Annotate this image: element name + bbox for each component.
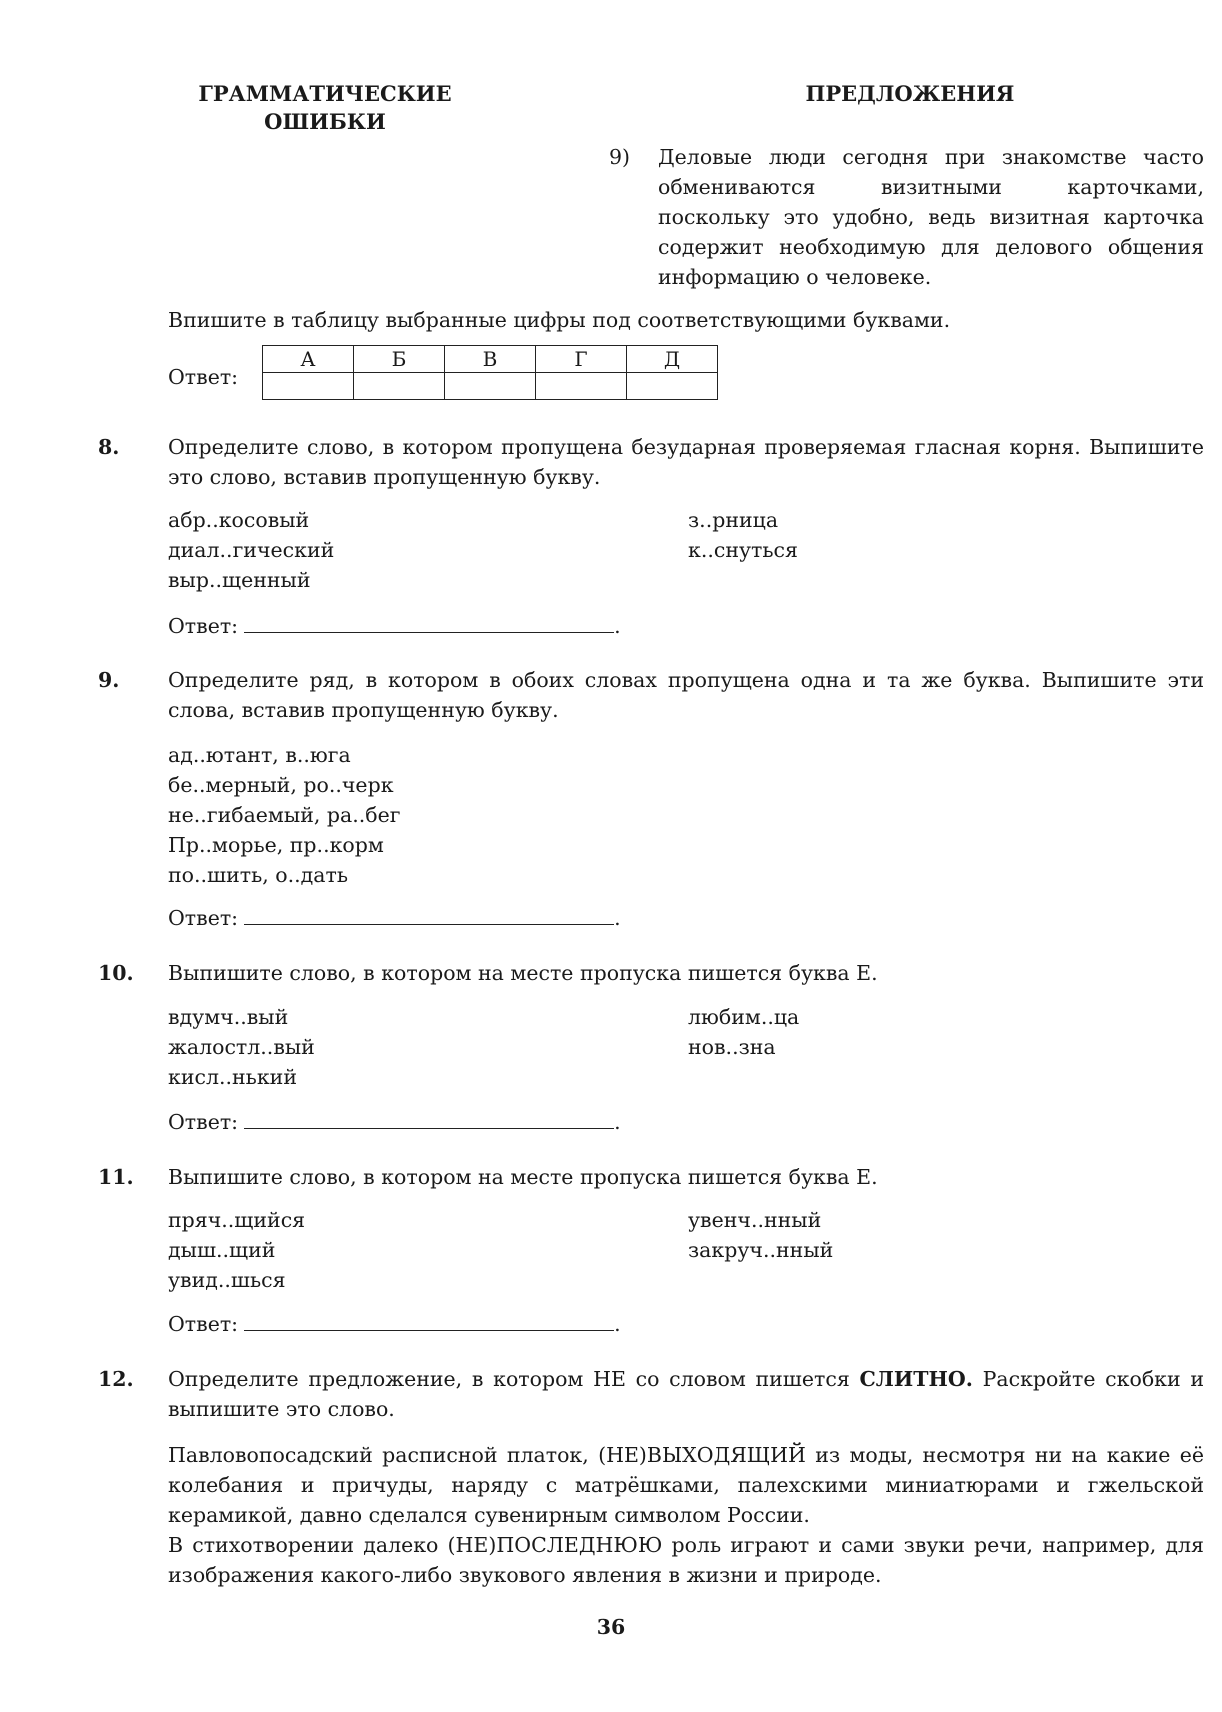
task-8-option: выр..щенный: [168, 568, 311, 592]
task-11-option: увид..шься: [168, 1268, 286, 1292]
task-10-options-left: [168, 1002, 315, 1092]
task-11-option: дыш..щий: [168, 1238, 276, 1262]
task-12-paragraph-1: Павловопосадский расписной платок, (НЕ)ВЫХОДЯЩИЙ из моды, несмотря ни на какие её колебания и причуды, наряду с матрёшками, палехскими миниатюрами и гжельской керамикой, давно сделался сувенирным символом России.: [168, 1443, 1204, 1527]
task-10-options-right: [688, 1002, 799, 1062]
task-9-options: [168, 740, 400, 890]
task-8-number: 8.: [98, 435, 120, 459]
right-column-header: ПРЕДЛОЖЕНИЯ: [805, 81, 1015, 106]
task-11-answer-line[interactable]: [244, 1308, 614, 1331]
task-9-answer-period: .: [614, 906, 621, 930]
task-11-option: пряч..щийся: [168, 1208, 306, 1232]
task-9-option: бе..мерный, ро..черк: [168, 773, 394, 797]
answer-label: Ответ:: [168, 365, 239, 389]
task-8-answer-line[interactable]: [244, 610, 614, 633]
task-9-option: Пр..морье, пр..корм: [168, 833, 384, 857]
task-9-option: не..гибаемый, ра..бег: [168, 803, 401, 827]
task-8-option: диал..гический: [168, 538, 335, 562]
task-10-answer-label: Ответ:: [168, 1110, 239, 1134]
task-8-answer-label: Ответ:: [168, 614, 239, 638]
task-10-option: кисл..нький: [168, 1065, 297, 1089]
task-8-option: з..рница: [688, 508, 779, 532]
task-9-answer-label: Ответ:: [168, 906, 239, 930]
answer-cell-v[interactable]: [445, 373, 536, 400]
task-12-text: [168, 1364, 1204, 1424]
task-11-answer: [168, 1308, 621, 1339]
task-12-number: 12.: [98, 1367, 134, 1391]
task-10-option: жалостл..вый: [168, 1035, 315, 1059]
task-10-text: Выпишите слово, в котором на месте пропуска пишется буква Е.: [168, 961, 878, 985]
task-10-answer: [168, 1106, 621, 1137]
task-12-text-part: Раскройте скобки и выпишите это слово.: [168, 1367, 1204, 1421]
answer-table-input-row: [263, 373, 718, 400]
task-8-answer: [168, 610, 621, 641]
sentence-number: 9): [609, 145, 631, 169]
task-10-number: 10.: [98, 961, 134, 985]
task-10-answer-period: .: [614, 1110, 621, 1134]
page-number: 36: [596, 1615, 626, 1639]
task-9-answer: [168, 902, 621, 933]
task-11-option: закруч..нный: [688, 1238, 834, 1262]
task-11-number: 11.: [98, 1165, 134, 1189]
task-12-text-part: Определите предложение, в котором НЕ со словом пишется: [168, 1367, 860, 1391]
task-10-answer-line[interactable]: [244, 1106, 614, 1129]
left-header-line2: ОШИБКИ: [264, 109, 386, 134]
task-8-answer-period: .: [614, 614, 621, 638]
task-9-answer-line[interactable]: [244, 902, 614, 925]
answer-cell-g[interactable]: [536, 373, 627, 400]
table-instruction: Впишите в таблицу выбранные цифры под соответствующими буквами.: [168, 308, 951, 332]
left-column-header: [150, 80, 500, 136]
answer-table: [262, 345, 718, 400]
answer-cell-d[interactable]: [627, 373, 718, 400]
letter-cell-b: Б: [354, 346, 445, 373]
letter-cell-a: А: [263, 346, 354, 373]
task-11-answer-period: .: [614, 1312, 621, 1336]
answer-table-letters-row: [263, 346, 718, 373]
task-10-option: любим..ца: [688, 1005, 800, 1029]
task-8-option: абр..косовый: [168, 508, 310, 532]
letter-cell-v: В: [445, 346, 536, 373]
task-11-option: увенч..нный: [688, 1208, 822, 1232]
task-9-number: 9.: [98, 668, 120, 692]
task-8-options-right: [688, 505, 798, 565]
task-9-option: по..шить, о..дать: [168, 863, 349, 887]
task-11-answer-label: Ответ:: [168, 1312, 239, 1336]
task-9-text: Определите ряд, в котором в обоих словах пропущена одна и та же буква. Выпишите эти слова, вставив пропущенную букву.: [168, 668, 1204, 722]
task-12-text-bold: СЛИТНО.: [859, 1367, 973, 1391]
left-header-line1: ГРАММАТИЧЕСКИЕ: [198, 81, 452, 106]
task-9-option: ад..ютант, в..юга: [168, 743, 351, 767]
sentence-text: Деловые люди сегодня при знакомстве часто обмениваются визитными карточками, поскольку это удобно, ведь визитная карточка содержит необходимую для делового общения информацию о человеке.: [658, 145, 1204, 289]
task-8-options-left: [168, 505, 334, 595]
answer-cell-b[interactable]: [354, 373, 445, 400]
task-8-text: Определите слово, в котором пропущена безударная проверяемая гласная корня. Выпишите это слово, вставив пропущенную букву.: [168, 435, 1204, 489]
letter-cell-d: Д: [627, 346, 718, 373]
task-11-options-left: [168, 1205, 305, 1295]
task-8-option: к..снуться: [688, 538, 798, 562]
task-10-option: вдумч..вый: [168, 1005, 289, 1029]
task-10-option: нов..зна: [688, 1035, 776, 1059]
answer-cell-a[interactable]: [263, 373, 354, 400]
task-12-paragraph-2: В стихотворении далеко (НЕ)ПОСЛЕДНЮЮ роль играют и сами звуки речи, например, для изображения какого-либо звукового явления в жизни и природе.: [168, 1533, 1204, 1587]
letter-cell-g: Г: [536, 346, 627, 373]
task-11-options-right: [688, 1205, 833, 1265]
task-11-text: Выпишите слово, в котором на месте пропуска пишется буква Е.: [168, 1165, 878, 1189]
